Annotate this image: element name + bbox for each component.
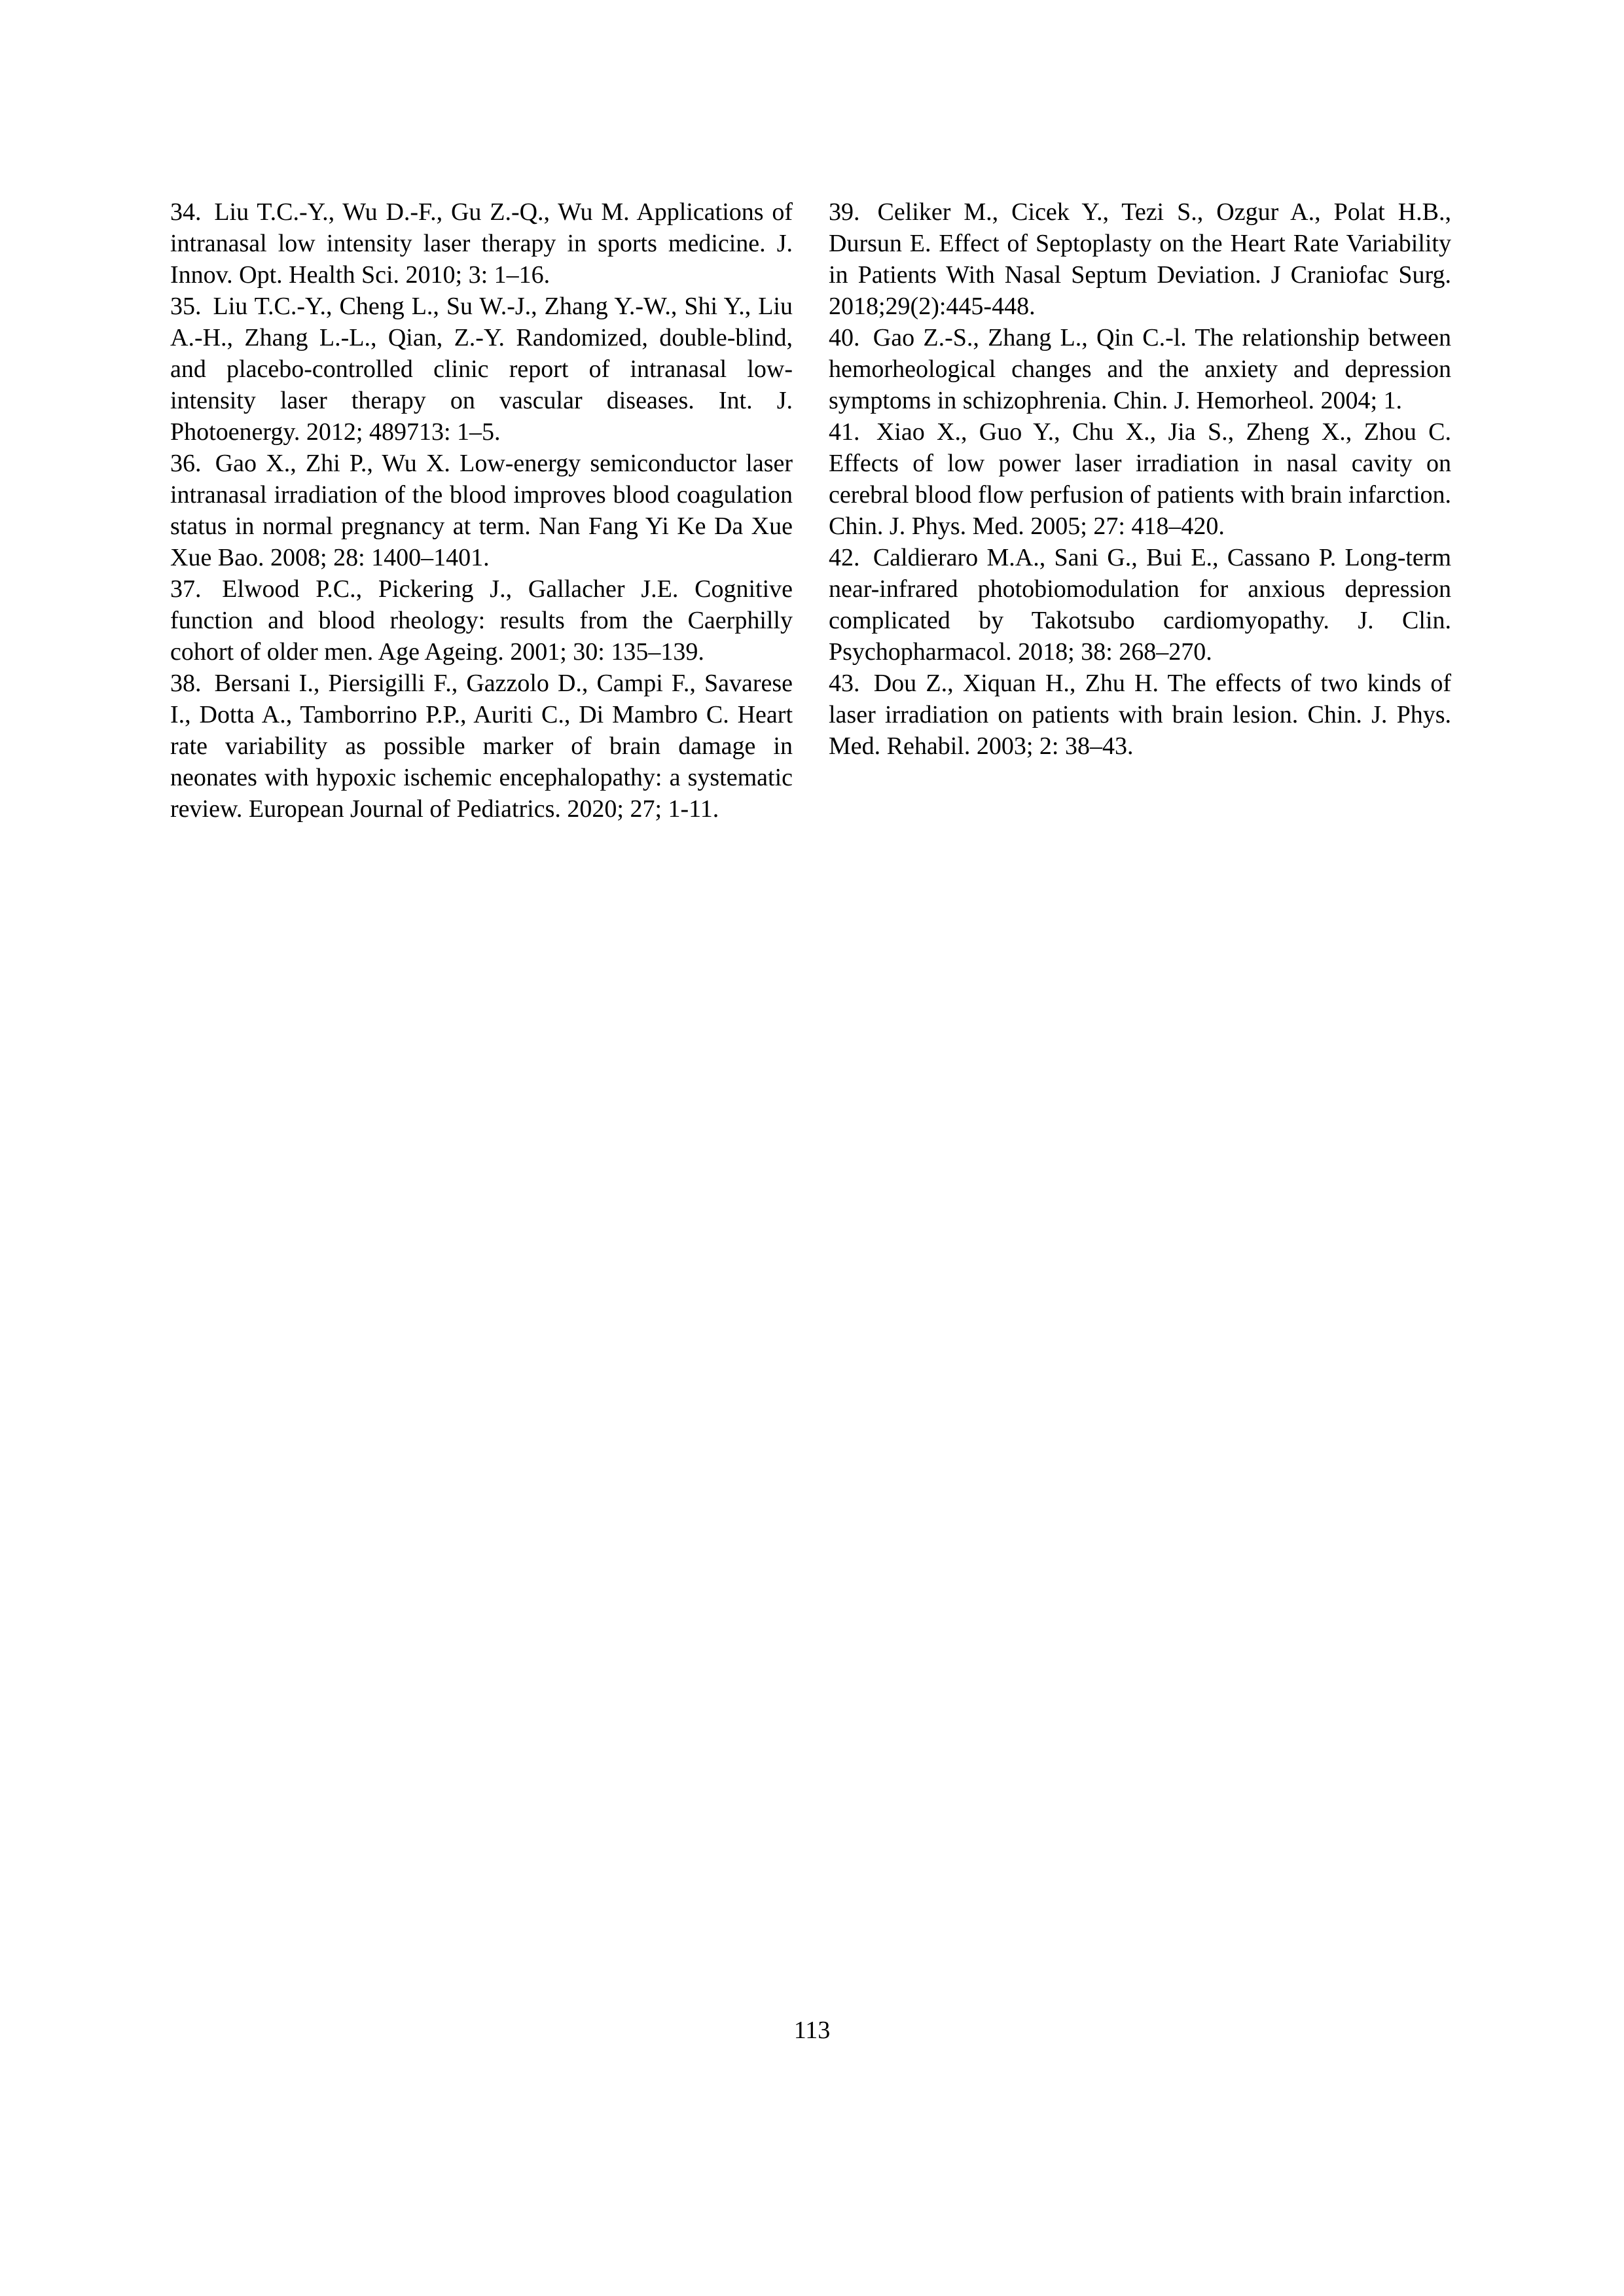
references-column-left — [170, 196, 793, 825]
reference-35 — [170, 291, 793, 448]
reference-number: 36. — [170, 450, 202, 477]
reference-40 — [829, 322, 1451, 416]
reference-number: 41. — [829, 418, 860, 446]
reference-text: Bersani I., Piersigilli F., Gazzolo D., Campi F., Savarese I., Dotta A., Tamborrino P.P., Auriti C., Di Mambro C. Heart rate variability as possible marker of brain damage in neonates with hypoxic ischemic encephalopathy: a systematic review. European Journal of Pediatrics. 2020; 27; 1-11. — [170, 670, 793, 823]
reference-text: Caldieraro M.A., Sani G., Bui E., Cassano P. Long-term near-infrared photobiomodulation for anxious depression complicated by Takotsubo cardiomyopathy. J. Clin. Psychopharmacol. 2018; 38: 268–270. — [829, 544, 1452, 666]
reference-text: Gao Z.-S., Zhang L., Qin C.-l. The relationship between hemorheological changes and the anxiety and depression symptoms in schizophrenia. Chin. J. Hemorheol. 2004; 1. — [829, 324, 1451, 414]
reference-41 — [829, 416, 1451, 542]
reference-43 — [829, 668, 1451, 762]
reference-text: Dou Z., Xiquan H., Zhu H. The effects of two kinds of laser irradiation on patients with brain lesion. Chin. J. Phys. Med. Rehabil. 2003; 2: 38–43. — [829, 670, 1451, 760]
references-list — [170, 196, 1451, 825]
reference-37 — [170, 573, 793, 668]
reference-text: Liu T.C.-Y., Wu D.-F., Gu Z.-Q., Wu M. Applications of intranasal low intensity laser therapy in sports medicine. J. Innov. Opt. Health Sci. 2010; 3: 1–16. — [170, 198, 793, 289]
reference-number: 40. — [829, 324, 860, 351]
references-column-right — [829, 196, 1451, 825]
reference-number: 42. — [829, 544, 860, 571]
reference-number: 38. — [170, 670, 202, 697]
reference-34 — [170, 196, 793, 291]
reference-text: Xiao X., Guo Y., Chu X., Jia S., Zheng X., Zhou C. Effects of low power laser irradiation in nasal cavity on cerebral blood flow perfusion of patients with brain infarction. Chin. J. Phys. Med. 2005; 27: 418–420. — [829, 418, 1451, 540]
reference-42 — [829, 542, 1451, 668]
reference-38 — [170, 668, 793, 825]
reference-number: 37. — [170, 575, 202, 603]
reference-text: Elwood P.C., Pickering J., Gallacher J.E. Cognitive function and blood rheology: results from the Caerphilly cohort of older men. Age Ageing. 2001; 30: 135–139. — [170, 575, 793, 666]
reference-text: Liu T.C.-Y., Cheng L., Su W.-J., Zhang Y.-W., Shi Y., Liu A.-H., Zhang L.-L., Qian, Z.-Y. Randomized, double-blind, and placebo-controlled clinic report of intranasal low-intensity laser therapy on vascular diseases. Int. J. Photoenergy. 2012; 489713: 1–5. — [170, 293, 793, 446]
reference-number: 43. — [829, 670, 860, 697]
reference-text: Celiker M., Cicek Y., Tezi S., Ozgur A., Polat H.B., Dursun E. Effect of Septoplasty on the Heart Rate Variability in Patients With Nasal Septum Deviation. J Craniofac Surg. 2018;29(2):445-448. — [829, 198, 1451, 320]
reference-39 — [829, 196, 1451, 322]
reference-text: Gao X., Zhi P., Wu X. Low-energy semiconductor laser intranasal irradiation of the blood improves blood coagulation status in normal pregnancy at term. Nan Fang Yi Ke Da Xue Xue Bao. 2008; 28: 1400–1401. — [170, 450, 793, 571]
reference-number: 34. — [170, 198, 202, 226]
page-number: 113 — [793, 2017, 831, 2044]
reference-36 — [170, 448, 793, 573]
reference-number: 35. — [170, 293, 202, 320]
reference-number: 39. — [829, 198, 860, 226]
